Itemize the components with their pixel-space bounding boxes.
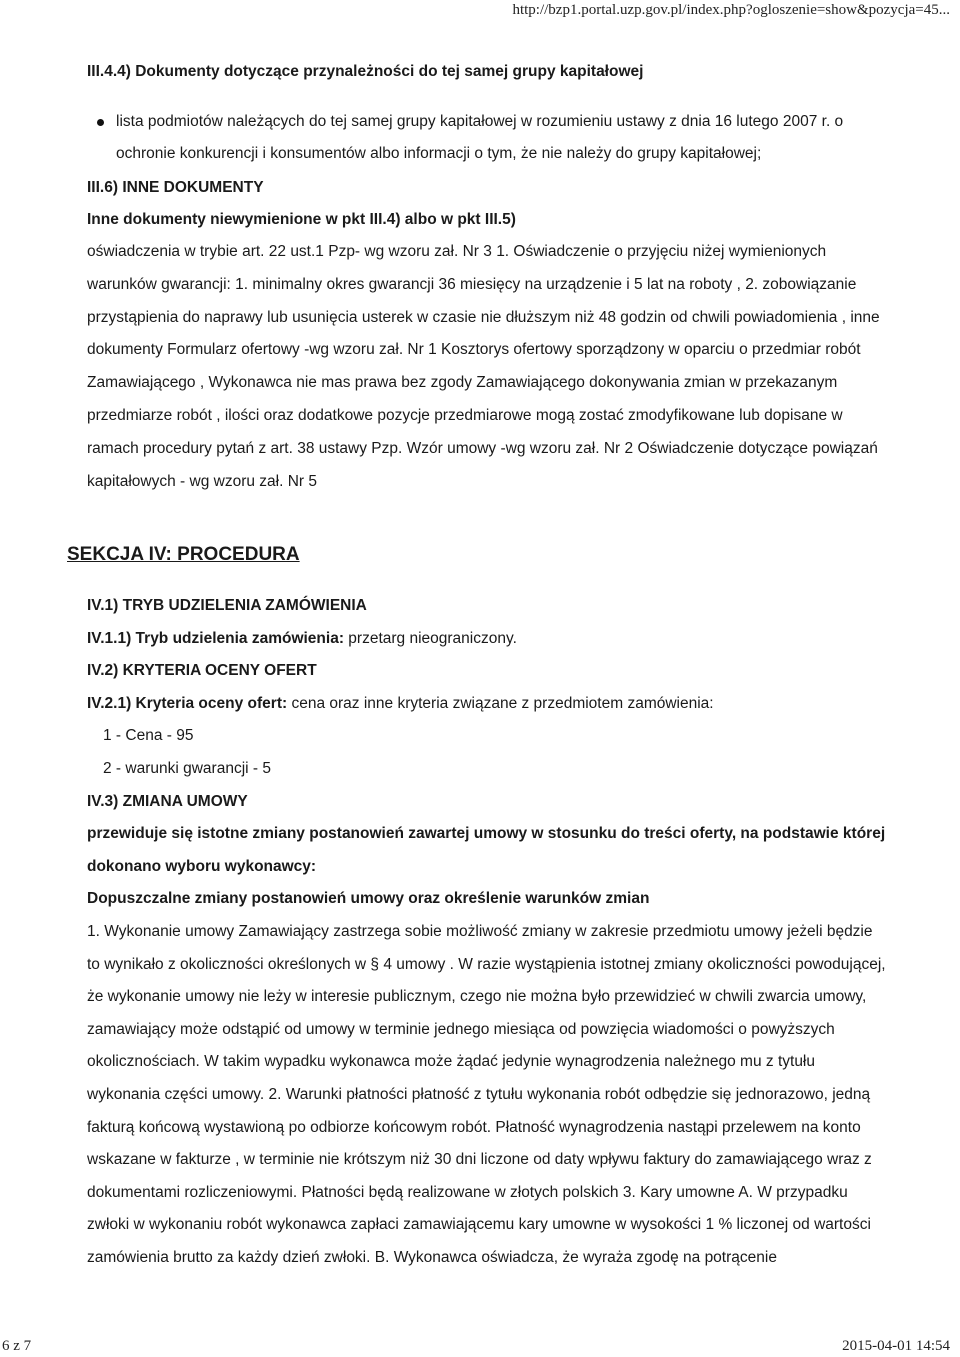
contract-changes-statement: przewiduje się istotne zmiany postanowień zawartej umowy w stosunku do treści oferty, na podstawie której dokonano wyboru wykonawcy: [87, 825, 886, 875]
procedure-type-value: przetarg nieograniczony. [348, 629, 517, 647]
section-iii-content [87, 62, 887, 498]
bullet-text: lista podmiotów należących do tej samej grupy kapitałowej w rozumieniu ustawy z dnia 16 lutego 2007 r. o ochronie konkurencji i konsumentów albo informacji o tym, że nie należy do grupy kapitałowej; [116, 113, 844, 162]
bullet-icon [97, 119, 104, 126]
section-iv-title: SEKCJA IV: PROCEDURA [67, 544, 300, 565]
contract-changes-subheading: Dopuszczalne zmiany postanowień umowy oraz określenie warunków zmian [87, 890, 650, 908]
subheading-iii-6: Inne dokumenty niewymienione w pkt III.4) albo w pkt III.5) [87, 211, 516, 228]
heading-iii-4-4: III.4.4) Dokumenty dotyczące przynależności do tej samej grupy kapitałowej [87, 63, 644, 80]
contract-changes-text: 1. Wykonanie umowy Zamawiający zastrzega sobie możliwość zmiany w zakresie przedmiotu umowy jeżeli będzie to wynikało z okoliczności określonych w § 4 umowy . W razie wystąpienia istotnej zmiany okoliczności powodującej, że wykonanie umowy nie leży w interesie publicznym, czego nie można było przewidzieć w chwili zwarcia umowy, zamawiający może odstąpić od umowy w terminie jednego miesiąca od powzięcia wiadomości o powyższych okolicznościach. W takim wypadku wykonawca może żądać jedynie wynagrodzenia należnego mu z tytułu wykonania części umowy. 2. Warunki płatności płatność z tytułu wykonania robót odbędzie się jednorazowo, jedną fakturą końcową wystawioną po odbiorze końcowym robót. Płatność wynagrodzenia nastąpi przelewem na konto wskazane w fakturze , w terminie nie krótszym niż 30 dni liczone od daty wpływu faktury do zamawiającego wraz z dokumentami rozliczeniowymi. Płatności będą realizowane w złotych polskich 3. Kary umowne A. W przypadku zwłoki w wykonaniu robót wykonawca zapłaci zamawiającemu kary umowne w wysokości 1 % liczonej od wartości zamówienia brutto za każdy dzień zwłoki. B. Wykonawca oświadcza, że wyraża zgodę na potrącenie [87, 922, 886, 1266]
list-item [87, 106, 887, 170]
page-number: 6 z 7 [2, 1338, 32, 1354]
print-datetime: 2015-04-01 14:54 [842, 1338, 950, 1354]
criterion-item: 1 - Cena - 95 [103, 727, 194, 745]
heading-iii-6: III.6) INNE DOKUMENTY [87, 179, 264, 196]
criteria-value: cena oraz inne kryteria związane z przedmiotem zamówienia: [291, 694, 714, 712]
criterion-item: 2 - warunki gwarancji - 5 [103, 759, 271, 777]
section-iv-content [87, 590, 887, 1274]
heading-iv-3: IV.3) ZMIANA UMOWY [87, 792, 248, 810]
procedure-type [87, 623, 887, 656]
heading-iv-2: IV.2) KRYTERIA OCENY OFERT [87, 662, 317, 680]
page-url-header: http://bzp1.portal.uzp.gov.pl/index.php?ogloszenie=show&pozycja=45... [512, 2, 950, 18]
other-documents-text: oświadczenia w trybie art. 22 ust.1 Pzp- wg wzoru zał. Nr 3 1. Oświadczenie o przyjęciu niżej wymienionych warunków gwarancji: 1. minimalny okres gwarancji 36 miesięcy na urządzenie i 5 lat na roboty , 2. zobowiązanie przystąpienia do naprawy lub usunięcia usterek w czasie nie dłuższym niż 48 godzin od chwili powiadomienia , inne dokumenty Formularz ofertowy -wg wzoru zał. Nr 1 Kosztorys ofertowy sporządzony w oparciu o przedmiar robót Zamawiającego , Wykonawca nie mas prawa bez zgody Zamawiającego dokonywania zmian w przekazanym przedmiarze robót , ilości oraz dodatkowe pozycje przedmiarowe mogą zostać zmodyfikowane lub dopisane w ramach procedury pytań z art. 38 ustawy Pzp. Wzór umowy -wg wzoru zał. Nr 2 Oświadczenie dotyczące powiązań kapitałowych - wg wzoru zał. Nr 5 [87, 243, 880, 490]
procedure-type-label: IV.1.1) Tryb udzielenia zamówienia: [87, 629, 344, 647]
heading-iv-1: IV.1) TRYB UDZIELENIA ZAMÓWIENIA [87, 597, 367, 614]
criteria-line [87, 688, 887, 721]
criteria-label: IV.2.1) Kryteria oceny ofert: [87, 694, 288, 712]
